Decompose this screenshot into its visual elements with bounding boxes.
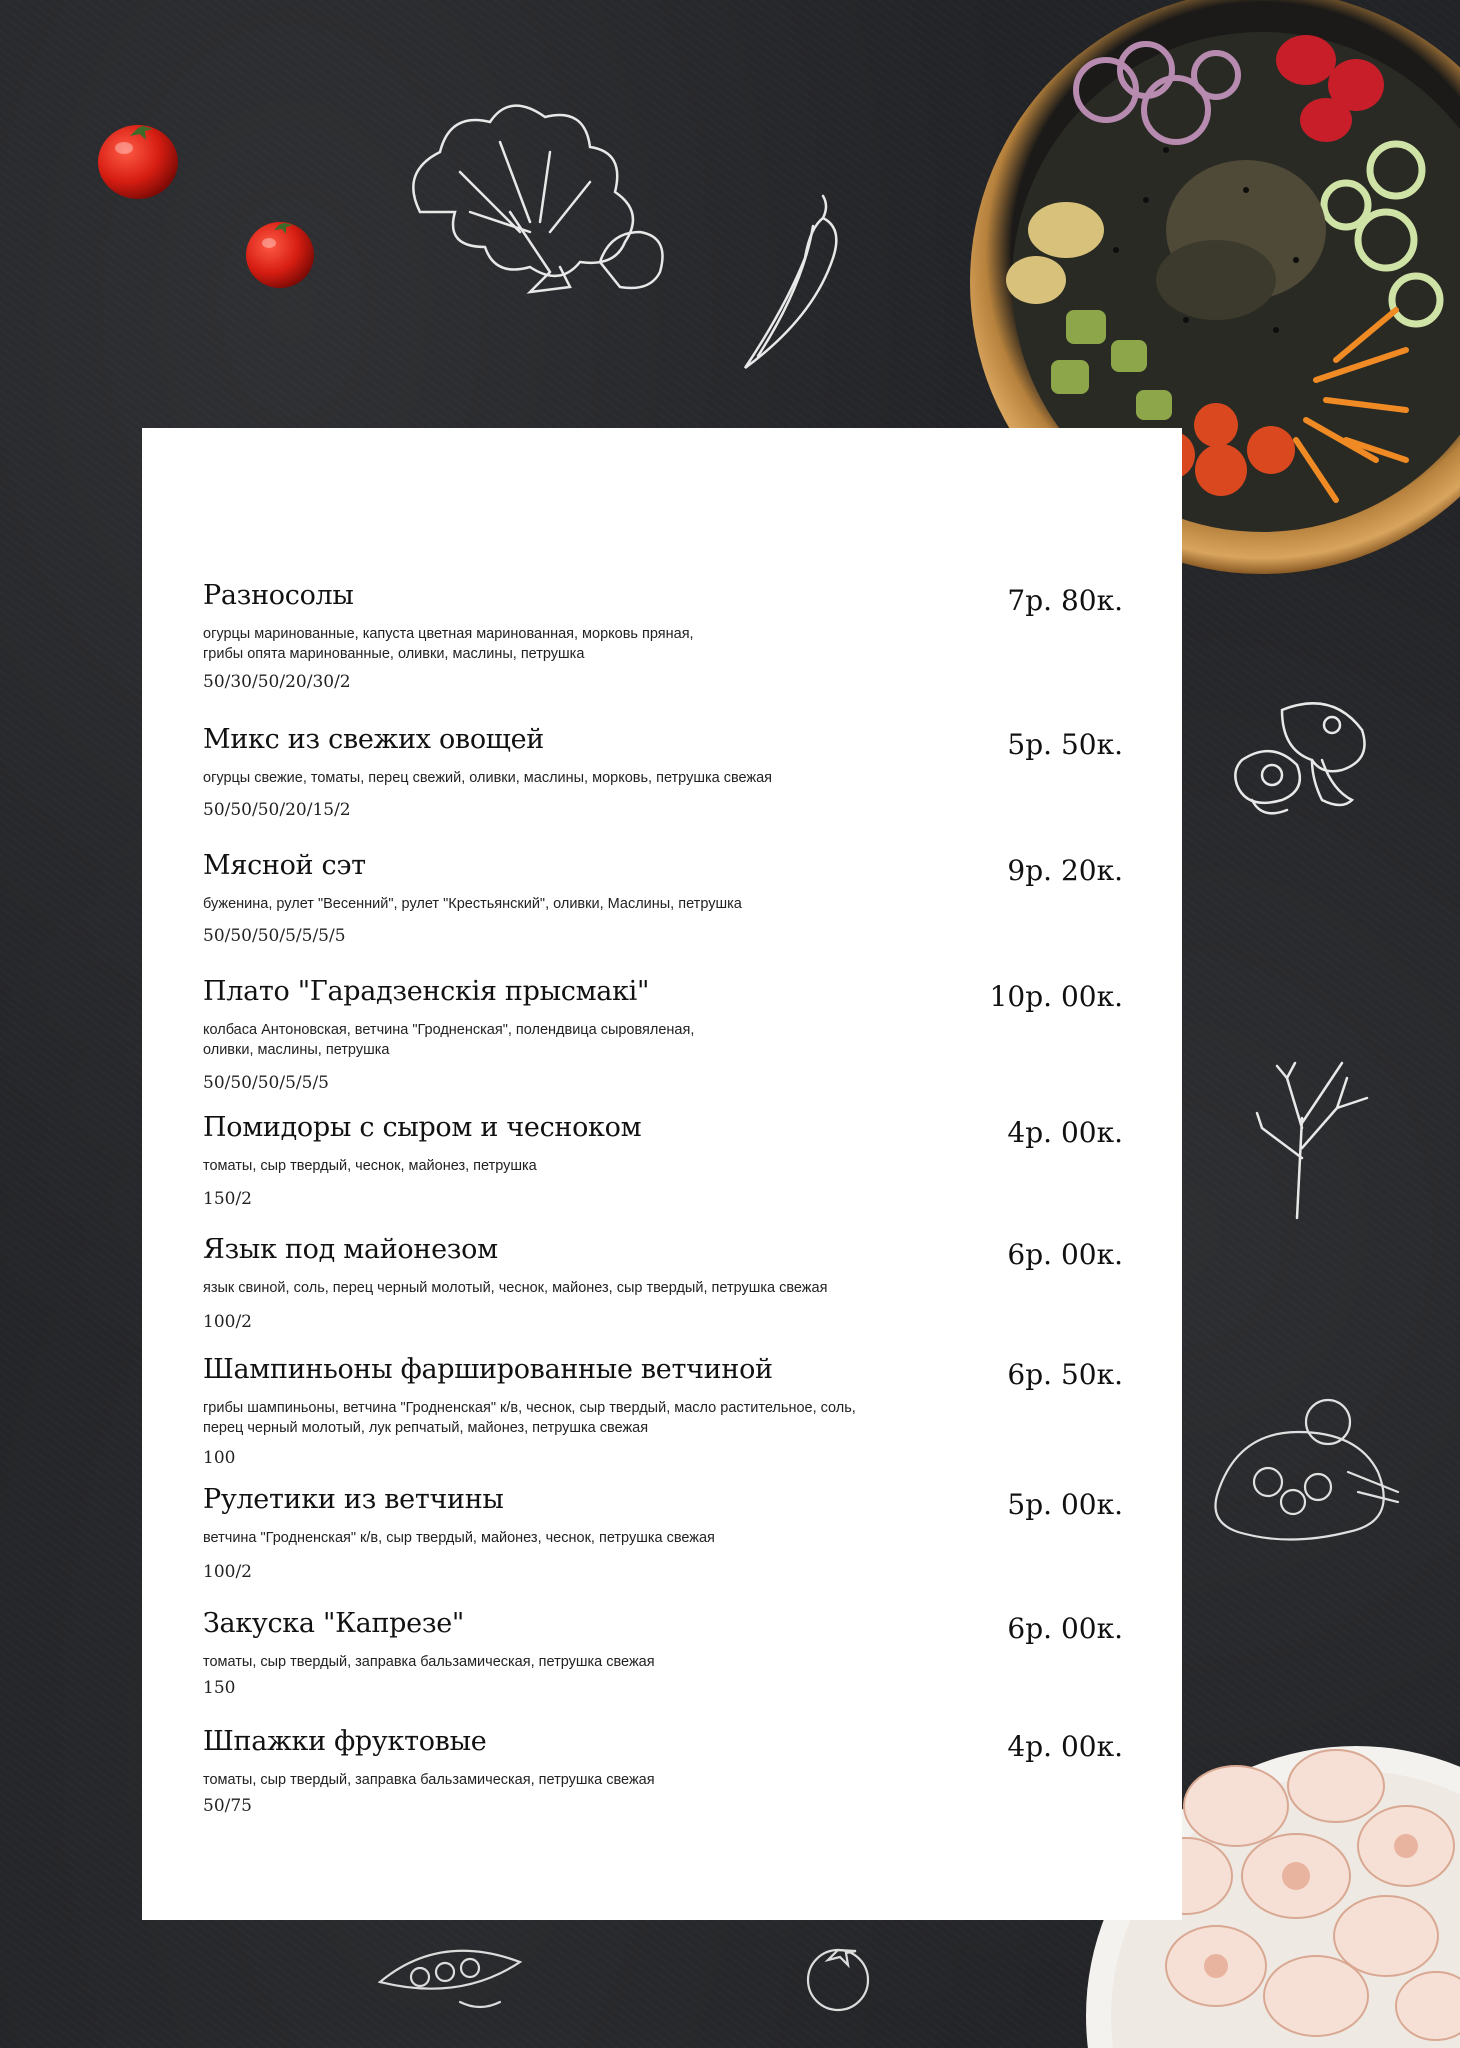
item-weight: 100/2	[203, 1562, 252, 1582]
item-price: 6р. 00к.	[1007, 1612, 1123, 1645]
item-description: колбаса Антоновская, ветчина "Гродненская", полендвица сыровяленая, оливки, маслины, петрушка	[203, 1022, 695, 1058]
item-description: огурцы маринованные, капуста цветная маринованная, морковь пряная, грибы опята маринованные, оливки, маслины, петрушка	[203, 626, 694, 662]
item-description: язык свиной, соль, перец черный молотый, чеснок, майонез, сыр твердый, петрушка свежая	[203, 1280, 828, 1296]
item-title: Помидоры с сыром и чесноком	[203, 1112, 642, 1143]
item-title: Микс из свежих овощей	[203, 724, 544, 755]
menu-item	[203, 1484, 1123, 1594]
item-weight: 150/2	[203, 1189, 252, 1209]
menu-item	[203, 1608, 1123, 1708]
item-price: 10р. 00к.	[989, 980, 1123, 1013]
menu-item	[203, 1234, 1123, 1344]
chili-sketch-icon	[735, 186, 855, 376]
item-description: огурцы свежие, томаты, перец свежий, оливки, маслины, морковь, петрушка свежая	[203, 770, 773, 786]
item-price: 4р. 00к.	[1007, 1730, 1123, 1763]
item-description: томаты, сыр твердый, чеснок, майонез, петрушка	[203, 1158, 537, 1174]
item-title: Плато "Гарадзенскія прысмакі"	[203, 976, 650, 1007]
item-title: Закуска "Капрезе"	[203, 1608, 465, 1639]
tomato-icon	[92, 118, 184, 202]
item-weight: 50/75	[203, 1796, 252, 1816]
item-description: грибы шампиньоны, ветчина "Гродненская" к/в, чеснок, сыр твердый, масло растительное, соль, перец черный молотый, лук репчатый, майонез, петрушка свежая	[203, 1400, 856, 1436]
item-description: томаты, сыр твердый, заправка бальзамическая, петрушка свежая	[203, 1772, 655, 1788]
item-price: 4р. 00к.	[1007, 1116, 1123, 1149]
item-price: 5р. 50к.	[1007, 728, 1123, 761]
menu-item	[203, 976, 1123, 1106]
menu-item	[203, 1354, 1123, 1474]
item-price: 9р. 20к.	[1007, 854, 1123, 887]
item-weight: 100	[203, 1448, 236, 1468]
menu-item	[203, 850, 1123, 960]
item-price: 7р. 80к.	[1007, 584, 1123, 617]
item-weight: 150	[203, 1678, 236, 1698]
item-weight: 50/30/50/20/30/2	[203, 672, 351, 692]
menu-item	[203, 724, 1123, 834]
broccoli-sketch-icon	[400, 92, 690, 302]
menu-item	[203, 1112, 1123, 1222]
item-title: Шампиньоны фаршированные ветчиной	[203, 1354, 773, 1385]
menu-sheet	[142, 428, 1182, 1920]
item-description: томаты, сыр твердый, заправка бальзамическая, петрушка свежая	[203, 1654, 655, 1670]
item-price: 5р. 00к.	[1007, 1488, 1123, 1521]
item-title: Шпажки фруктовые	[203, 1726, 487, 1757]
item-title: Язык под майонезом	[203, 1234, 498, 1265]
tomato-icon	[242, 216, 318, 292]
item-description: буженина, рулет "Весенний", рулет "Крестьянский", оливки, Маслины, петрушка	[203, 896, 742, 912]
mushrooms-sketch-icon	[1222, 690, 1392, 840]
item-price: 6р. 50к.	[1007, 1358, 1123, 1391]
item-weight: 50/50/50/5/5/5	[203, 1073, 329, 1093]
menu-item	[203, 1726, 1123, 1826]
item-weight: 50/50/50/20/15/2	[203, 800, 351, 820]
item-weight: 50/50/50/5/5/5/5	[203, 926, 346, 946]
dill-sketch-icon	[1252, 1058, 1382, 1223]
vegetables-sketch-icon	[1208, 1392, 1418, 1542]
item-title: Рулетики из ветчины	[203, 1484, 504, 1515]
item-title: Мясной сэт	[203, 850, 366, 881]
menu-item	[203, 580, 1123, 700]
peas-sketch-icon	[370, 1932, 530, 2022]
tomato-sketch-icon	[798, 1938, 878, 2018]
item-title: Разносолы	[203, 580, 354, 611]
item-price: 6р. 00к.	[1007, 1238, 1123, 1271]
item-description: ветчина "Гродненская" к/в, сыр твердый, майонез, чеснок, петрушка свежая	[203, 1530, 715, 1546]
item-weight: 100/2	[203, 1312, 252, 1332]
